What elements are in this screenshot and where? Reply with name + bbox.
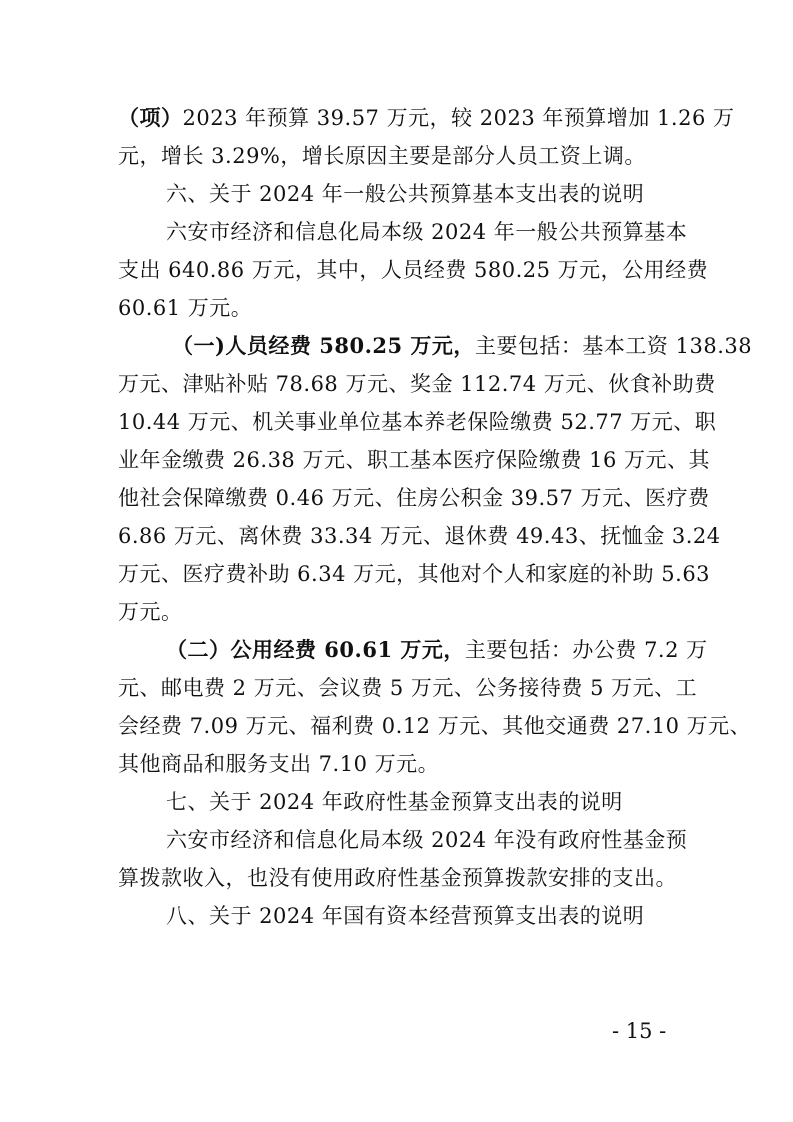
page-number: - 15 - [612,1019,667,1043]
text-span: 2023 年预算 39.57 万元，较 2023 年预算增加 1.26 万 [182,106,735,130]
bold-label: （项） [118,105,183,130]
section-heading-8: 八、关于 2024 年国有资本经营预算支出表的说明 [166,904,645,928]
paragraph-line: 支出 640.86 万元，其中，人员经费 580.25 万元，公用经费 [118,258,709,282]
paragraph-line: 万元、医疗费补助 6.34 万元，其他对个人和家庭的补助 5.63 [118,562,711,586]
paragraph-line: 算拨款收入，也没有使用政府性基金预算拨款安排的支出。 [118,866,677,890]
text-span: 主要包括：办公费 7.2 万 [464,638,708,662]
paragraph-line [166,636,708,664]
bold-label: （二）公用经费 60.61 万元， [166,637,465,662]
text-span: 主要包括：基本工资 138.38 [474,334,753,358]
paragraph-line [172,332,753,360]
paragraph-line: 他社会保障缴费 0.46 万元、住房公积金 39.57 万元、医疗费 [118,486,710,510]
section-heading-6: 六、关于 2024 年一般公共预算基本支出表的说明 [166,182,645,206]
paragraph-line [118,104,735,132]
paragraph-line: 万元、津贴补贴 78.68 万元、奖金 112.74 万元、伙食补助费 [118,372,716,396]
section-heading-7: 七、关于 2024 年政府性基金预算支出表的说明 [166,790,623,814]
bold-label: （一)人员经费 580.25 万元， [172,333,475,358]
paragraph-line: 元、邮电费 2 万元、会议费 5 万元、公务接待费 5 万元、工 [118,676,698,700]
paragraph-line: 六安市经济和信息化局本级 2024 年一般公共预算基本 [166,220,688,244]
paragraph-line: 六安市经济和信息化局本级 2024 年没有政府性基金预 [166,828,688,852]
paragraph-line: 6.86 万元、离休费 33.34 万元、退休费 49.43、抚恤金 3.24 [118,524,721,548]
paragraph-line: 60.61 万元。 [118,296,253,320]
paragraph-line: 其他商品和服务支出 7.10 万元。 [118,752,440,776]
paragraph-line: 万元。 [118,600,183,624]
paragraph-line: 元，增长 3.29%，增长原因主要是部分人员工资上调。 [118,144,646,168]
paragraph-line: 10.44 万元、机关事业单位基本养老保险缴费 52.77 万元、职 [118,410,717,434]
paragraph-line: 会经费 7.09 万元、福利费 0.12 万元、其他交通费 27.10 万元、 [118,714,752,738]
paragraph-line: 业年金缴费 26.38 万元、职工基本医疗保险缴费 16 万元、其 [118,448,711,472]
